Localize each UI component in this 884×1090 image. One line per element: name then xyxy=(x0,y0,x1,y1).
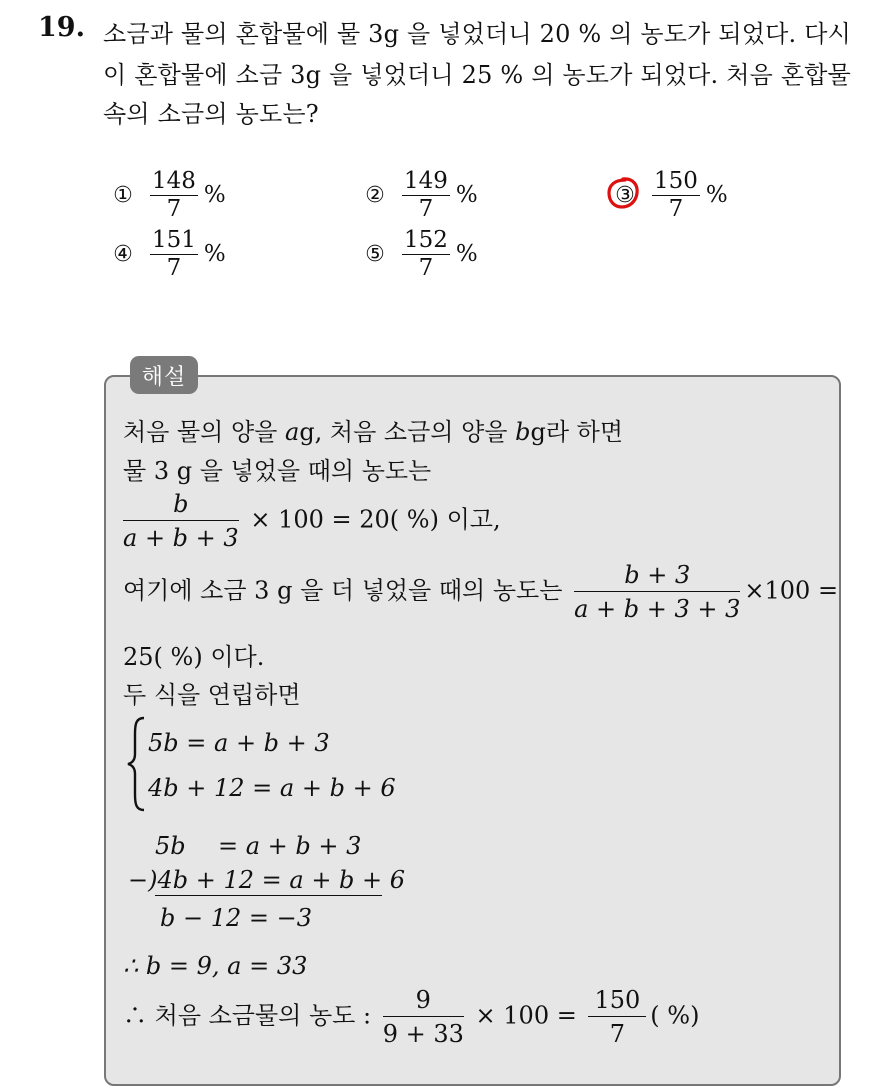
equation-text: = a + b + 3 xyxy=(218,832,362,860)
fraction-denominator: a + b + 3 xyxy=(123,524,239,552)
text-segment: ∴ 처음 소금물의 농도 : xyxy=(123,1001,372,1030)
choice-unit: % xyxy=(705,182,728,208)
choice-fraction xyxy=(150,226,198,281)
fraction-denominator: a + b + 3 + 3 xyxy=(574,595,741,623)
choice-marker: ② xyxy=(365,182,385,208)
choice-marker: ① xyxy=(113,182,133,208)
choice-marker: ④ xyxy=(113,241,133,267)
choice-fraction xyxy=(652,167,700,222)
fraction-numerator: 151 xyxy=(152,226,196,253)
equation-text: −)4b + 12 = a + b + 6 xyxy=(128,866,406,894)
answer-mark-icon xyxy=(605,175,641,211)
question-text-line-1: 소금과 물의 혼합물에 물 3g 을 넣었더니 20 % 의 농도가 되었다. 다시 xyxy=(103,20,851,48)
question-number: 19. xyxy=(38,12,85,43)
choice-unit: % xyxy=(203,182,226,208)
choice-unit: % xyxy=(455,182,478,208)
fraction-numerator: 9 xyxy=(415,986,431,1014)
equation-fraction-1 xyxy=(123,492,239,550)
fraction-numerator: 150 xyxy=(594,986,641,1014)
subtraction-row-2 xyxy=(128,866,405,894)
choice-2[interactable] xyxy=(362,165,478,225)
solution-tag: 해설 xyxy=(130,356,198,394)
system-equation-2 xyxy=(148,774,396,802)
fraction-numerator: 148 xyxy=(152,167,196,194)
fraction-denominator: 9 + 33 xyxy=(382,1020,464,1048)
fraction-denominator: 7 xyxy=(418,195,434,222)
solution-line-1 xyxy=(123,412,623,447)
equation-fraction-4 xyxy=(588,988,646,1046)
fraction-denominator: 7 xyxy=(609,1020,626,1048)
text-segment: g, 처음 소금의 양을 xyxy=(299,418,516,446)
choice-unit: % xyxy=(455,241,478,267)
variable-b: b xyxy=(515,418,531,446)
solution-line-3 xyxy=(123,492,501,550)
fraction-denominator: 7 xyxy=(418,254,434,281)
equation-fraction-2 xyxy=(574,563,740,621)
solution-line-6: 두 식을 연립하면 xyxy=(123,681,301,709)
solution-line-5: 25( %) 이다. xyxy=(123,643,265,671)
equation-tail: ( %) xyxy=(650,1001,700,1030)
fraction-denominator: 7 xyxy=(166,254,182,281)
text-segment: 여기에 소금 3 g 을 더 넣었을 때의 농도는 xyxy=(123,576,563,605)
choice-marker: ③ xyxy=(612,183,638,208)
choice-3[interactable] xyxy=(612,165,728,225)
system-equation-1 xyxy=(148,729,330,757)
fraction-numerator: b + 3 xyxy=(624,561,691,589)
equation-tail: × 100 = 20( %) 이고, xyxy=(250,505,501,534)
subtraction-row-3 xyxy=(160,904,312,932)
choice-unit: % xyxy=(203,241,226,267)
system-brace-icon xyxy=(126,716,148,812)
solution-line-4 xyxy=(123,563,838,621)
choice-1[interactable] xyxy=(110,165,226,225)
equation-fraction-3 xyxy=(383,988,464,1046)
choice-4[interactable] xyxy=(110,224,226,284)
text-segment: 처음 물의 양을 xyxy=(123,418,285,446)
fraction-numerator: b xyxy=(173,490,189,518)
subtraction-row-1-left xyxy=(155,832,186,860)
equation-text: 5b xyxy=(155,832,186,860)
fraction-denominator: 7 xyxy=(668,195,684,222)
equation-text: b − 12 = −3 xyxy=(160,904,313,932)
solution-line-2: 물 3 g 을 넣었을 때의 농도는 xyxy=(123,457,432,485)
choice-5[interactable] xyxy=(362,224,478,284)
equation-text: × 100 = xyxy=(475,1001,577,1030)
equation-text: 5b = a + b + 3 xyxy=(148,729,330,757)
fraction-numerator: 150 xyxy=(654,167,698,194)
equation-tail: ×100 = xyxy=(744,576,839,605)
subtraction-rule xyxy=(155,895,382,896)
question-text-line-3: 속의 소금의 농도는? xyxy=(103,100,319,128)
fraction-numerator: 149 xyxy=(404,167,448,194)
fraction-denominator: 7 xyxy=(166,195,182,222)
solution-line-7 xyxy=(123,952,307,980)
subtraction-row-1-right xyxy=(218,832,361,860)
fraction-numerator: 152 xyxy=(404,226,448,253)
solution-final-line xyxy=(123,988,699,1046)
choice-fraction xyxy=(402,226,450,281)
question-text-line-2: 이 혼합물에 소금 3g 을 넣었더니 25 % 의 농도가 되었다. 처음 혼합물 xyxy=(103,61,851,89)
equation-text: ∴ b = 9, a = 33 xyxy=(123,952,308,980)
choice-fraction xyxy=(150,167,198,222)
choice-marker: ⑤ xyxy=(365,241,385,267)
choice-fraction xyxy=(402,167,450,222)
text-segment: g라 하면 xyxy=(530,418,624,446)
equation-text: 4b + 12 = a + b + 6 xyxy=(148,774,396,802)
variable-a: a xyxy=(285,418,300,446)
